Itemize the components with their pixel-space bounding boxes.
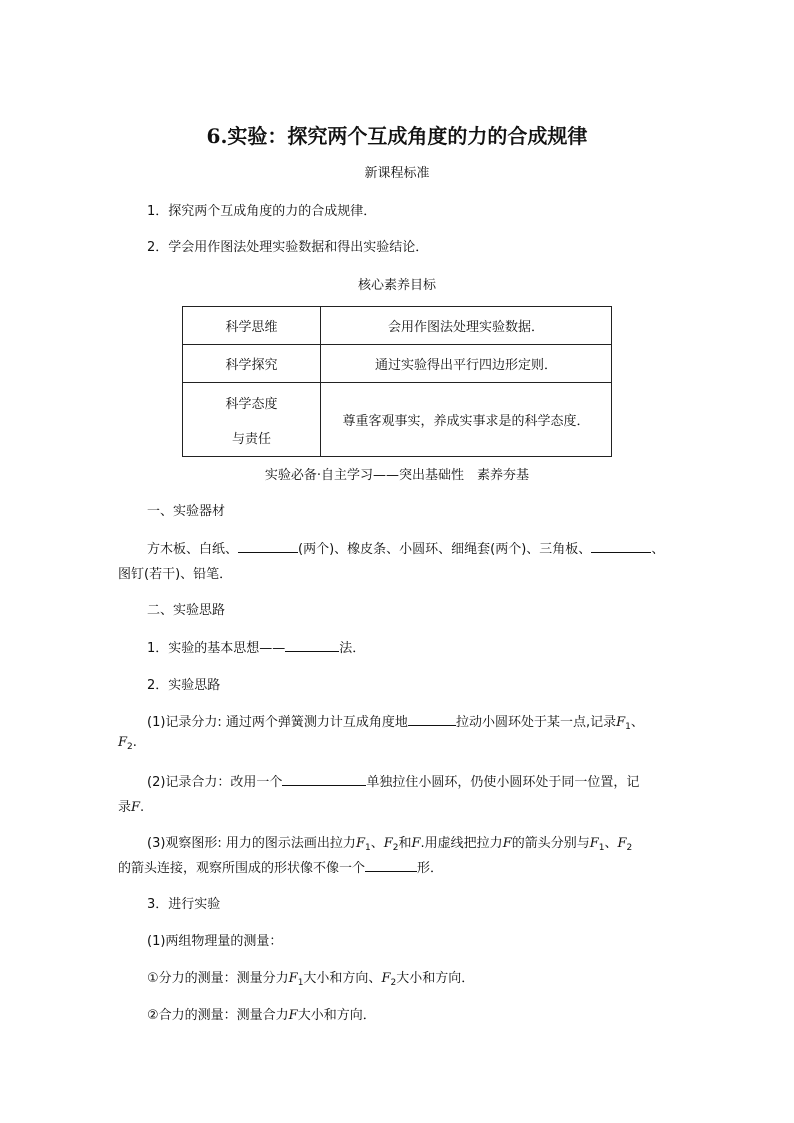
text: 大小和方向． bbox=[297, 1008, 376, 1023]
step1-line-2 bbox=[118, 735, 137, 752]
table-key: 科学探究 bbox=[183, 345, 321, 383]
fill-blank bbox=[365, 859, 417, 872]
table-value: 通过实验得出平行四边形定则． bbox=[321, 345, 612, 383]
text: (1)记录分力: 通过两个弹簧测力计互成角度地 bbox=[147, 715, 408, 730]
standard-item-1: 1．探究两个互成角度的力的合成规律． bbox=[147, 204, 377, 219]
fill-blank bbox=[285, 639, 339, 652]
perform-heading: 3．进行实验 bbox=[147, 897, 221, 912]
table-key-line: 科学态度 bbox=[225, 396, 278, 412]
section-heading-approach: 二、实验思路 bbox=[147, 603, 226, 618]
measure-heading: (1)两组物理量的测量： bbox=[147, 934, 283, 949]
text: 法． bbox=[339, 641, 366, 656]
symbol-F: F bbox=[616, 715, 626, 730]
subscript: 2 bbox=[626, 843, 633, 853]
table-key: 科学思维 bbox=[183, 307, 321, 345]
table-value: 会用作图法处理实验数据． bbox=[321, 307, 612, 345]
measure-components-line bbox=[147, 967, 474, 988]
text: (两个)、橡皮条、小圆环、细绳套(两个)、三角板、 bbox=[298, 542, 592, 557]
subscript: 2 bbox=[390, 978, 397, 988]
subscript: 2 bbox=[392, 843, 399, 853]
text: 单独拉住小圆环，仍使小圆环处于同一位置，记 bbox=[366, 775, 640, 790]
table-row bbox=[183, 307, 612, 345]
fill-blank bbox=[238, 540, 298, 553]
measure-resultant-line bbox=[147, 1004, 376, 1023]
text: 大小和方向、 bbox=[303, 971, 382, 986]
symbol-F: F bbox=[118, 735, 128, 750]
text: . bbox=[132, 735, 137, 750]
equipment-line-1 bbox=[147, 538, 664, 557]
text: 用虚线把拉力 bbox=[424, 836, 503, 851]
table-key bbox=[183, 383, 321, 457]
text: 形． bbox=[417, 861, 444, 876]
text: 、 bbox=[651, 542, 665, 557]
text: 和 bbox=[398, 836, 412, 851]
subscript: 1 bbox=[598, 843, 605, 853]
text: 1．实验的基本思想—— bbox=[147, 641, 286, 656]
text: 、 bbox=[604, 836, 618, 851]
symbol-F: F bbox=[355, 836, 365, 851]
text: 、 bbox=[630, 715, 644, 730]
symbol-F: F bbox=[131, 800, 141, 815]
page-title: 6.实验：探究两个互成角度的力的合成规律 bbox=[206, 124, 588, 148]
section-heading-equipment: 一、实验器材 bbox=[147, 504, 226, 519]
text: 拉动小圆环处于某一点,记录 bbox=[455, 715, 617, 730]
equipment-line-2: 图钉(若干)、铅笔． bbox=[118, 567, 233, 582]
step3-line-2 bbox=[118, 857, 443, 876]
text: 、 bbox=[370, 836, 384, 851]
symbol-F: F bbox=[502, 836, 512, 851]
approach-subheading: 2．实验思路 bbox=[147, 678, 221, 693]
table-key-line: 与责任 bbox=[231, 431, 271, 447]
subscript: 1 bbox=[297, 978, 304, 988]
table-row bbox=[183, 383, 612, 457]
table-row bbox=[183, 345, 612, 383]
fill-blank bbox=[282, 773, 366, 786]
section-banner: 实验必备·自主学习——突出基础性 素养夯基 bbox=[264, 468, 530, 483]
table-value: 尊重客观事实，养成实事求是的科学态度． bbox=[321, 383, 612, 457]
text: (3)观察图形: 用力的图示法画出拉力 bbox=[147, 836, 356, 851]
text: 的箭头连接，观察所围成的形状像不像一个 bbox=[118, 861, 366, 876]
symbol-F: F bbox=[617, 836, 627, 851]
basic-idea-line bbox=[147, 637, 365, 656]
symbol-F: F bbox=[288, 1008, 298, 1023]
step2-line-1 bbox=[147, 771, 639, 790]
text: 录 bbox=[118, 800, 132, 815]
text: . bbox=[140, 800, 145, 815]
text: ②合力的测量：测量合力 bbox=[147, 1008, 289, 1023]
text: 方木板、白纸、 bbox=[147, 542, 239, 557]
text: (2)记录合力：改用一个 bbox=[147, 775, 283, 790]
text: 大小和方向． bbox=[396, 971, 475, 986]
fill-blank bbox=[591, 540, 651, 553]
step3-line-1 bbox=[147, 832, 632, 853]
subscript: 1 bbox=[625, 722, 631, 732]
symbol-F: F bbox=[411, 836, 421, 851]
symbol-F: F bbox=[381, 971, 391, 986]
text: . bbox=[420, 836, 425, 851]
symbol-F: F bbox=[383, 836, 393, 851]
subscript: 2 bbox=[127, 742, 133, 752]
text: 的箭头分别与 bbox=[511, 836, 590, 851]
standard-item-2: 2．学会用作图法处理实验数据和得出实验结论． bbox=[147, 240, 429, 255]
subscript: 1 bbox=[364, 843, 371, 853]
core-goals-table bbox=[182, 306, 612, 457]
standard-heading: 新课程标准 bbox=[364, 166, 430, 181]
text: ①分力的测量：测量分力 bbox=[147, 971, 289, 986]
step2-line-2 bbox=[118, 796, 144, 815]
core-heading: 核心素养目标 bbox=[357, 278, 436, 293]
symbol-F: F bbox=[288, 971, 298, 986]
fill-blank bbox=[408, 713, 456, 726]
symbol-F: F bbox=[589, 836, 599, 851]
step1-line-1 bbox=[147, 711, 644, 732]
